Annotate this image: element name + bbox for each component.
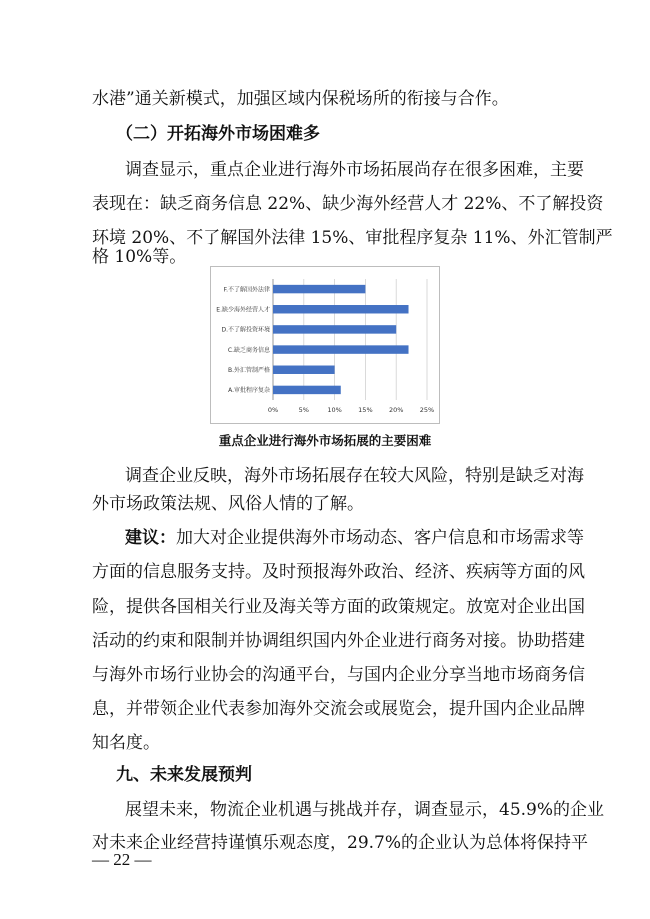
body-line: 息，并带领企业代表参加海外交流会或展览会，提升国内企业品牌: [92, 699, 585, 719]
body-line: 表现在：缺乏商务信息 22%、缺少海外经营人才 22%、不了解投资: [92, 194, 604, 214]
bar: [273, 285, 365, 293]
x-tick-label: 0%: [267, 406, 279, 414]
chart-caption: 重点企业进行海外市场拓展的主要困难: [218, 433, 432, 448]
bar: [273, 325, 396, 333]
bar: [273, 305, 409, 313]
x-tick-label: 10%: [327, 406, 342, 414]
category-label: D.不了解投资环境: [221, 326, 270, 334]
bar: [273, 345, 409, 353]
section-heading: （二）开拓海外市场困难多: [116, 124, 320, 144]
body-line: 外市场政策法规、风俗人情的了解。: [92, 494, 364, 514]
x-tick-label: 15%: [358, 406, 373, 414]
bar-chart: [210, 266, 440, 424]
category-label: B.外汇管制严格: [227, 366, 270, 374]
page-number: — 22 —: [92, 850, 152, 869]
body-line: 格 10%等。: [92, 247, 187, 267]
bar-chart-svg: [211, 267, 439, 423]
x-tick-label: 5%: [298, 406, 309, 414]
suggestion-text: 加大对企业提供海外市场动态、客户信息和市场需求等: [176, 528, 584, 548]
body-line: 环境 20%、不了解国外法律 15%、审批程序复杂 11%、外汇管制严: [92, 228, 613, 248]
category-label: F.不了解国外法律: [223, 286, 270, 294]
category-label: C.缺乏商务信息: [227, 346, 270, 354]
body-line: [125, 528, 650, 548]
x-tick-label: 25%: [419, 406, 435, 414]
category-label: A.审批程序复杂: [228, 387, 270, 395]
section-heading: 九、未来发展预判: [116, 765, 252, 785]
body-line: 水港”通关新模式，加强区域内保税场所的衔接与合作。: [92, 89, 509, 109]
body-line: 方面的信息服务支持。及时预报海外政治、经济、疾病等方面的风: [92, 562, 585, 582]
body-line: 与海外市场行业协会的沟通平台，与国内企业分享当地市场商务信: [92, 665, 585, 685]
body-line: 对未来企业经营持谨慎乐观态度，29.7%的企业认为总体将保持平: [92, 833, 589, 853]
body-line: 调查显示，重点企业进行海外市场拓展尚存在很多困难，主要: [125, 160, 584, 180]
body-line: 活动的约束和限制并协调组织国内外企业进行商务对接。协助搭建: [92, 631, 585, 651]
category-label: E.缺少海外经营人才: [216, 306, 270, 314]
body-line: 展望未来，物流企业机遇与挑战并存，调查显示，45.9%的企业: [125, 800, 605, 820]
body-line: 调查企业反映，海外市场拓展存在较大风险，特别是缺乏对海: [125, 466, 584, 486]
bar: [273, 386, 341, 394]
x-tick-label: 20%: [388, 406, 404, 414]
bar: [273, 366, 335, 374]
suggestion-label: 建议：: [125, 528, 176, 548]
body-line: 知名度。: [92, 733, 160, 753]
body-line: 险，提供各国相关行业及海关等方面的政策规定。放宽对企业出国: [92, 597, 585, 617]
